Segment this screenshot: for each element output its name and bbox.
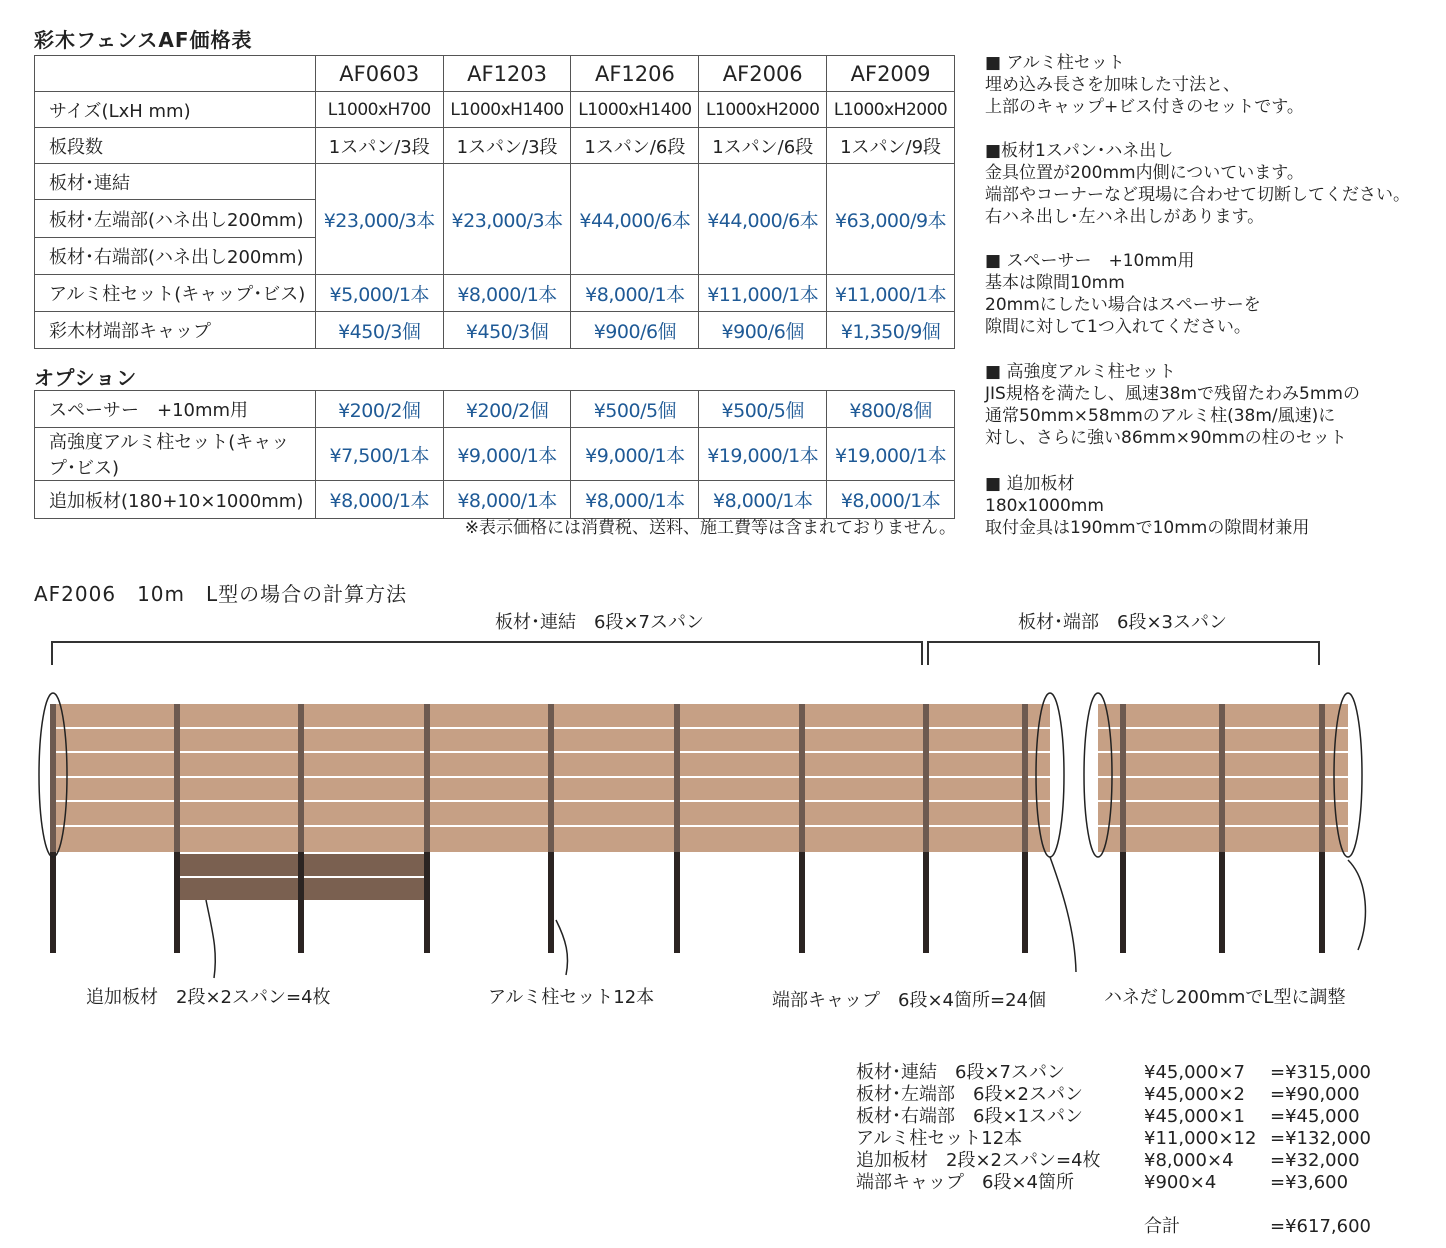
board-price-cell: ¥23,000/3本 xyxy=(315,164,443,275)
bracket-link xyxy=(52,642,922,665)
post-price-cell: ¥5,000/1本 xyxy=(315,275,443,312)
row-label-board-link: 板材･連結 xyxy=(35,164,316,200)
option-price-cell: ¥9,000/1本 xyxy=(571,428,699,481)
row-label-board-left: 板材･左端部(ハネ出し200mm) xyxy=(35,200,316,238)
post-price-cell: ¥11,000/1本 xyxy=(827,275,955,312)
board-price-cell: ¥44,000/6本 xyxy=(699,164,827,275)
model-header: AF2009 xyxy=(827,56,955,92)
calc-result: =¥90,000 xyxy=(1270,1084,1360,1105)
calc-results xyxy=(1270,1062,1371,1194)
total-label: 合計 xyxy=(1144,1216,1180,1237)
calc-result: =¥315,000 xyxy=(1270,1062,1371,1083)
sidebar-line: 金具位置が200mm内側についています。 xyxy=(985,163,1304,183)
calc-item: アルミ柱セット12本 xyxy=(856,1128,1023,1149)
calc-formula: ¥8,000×4 xyxy=(1144,1150,1234,1171)
option-price-cell: ¥8,000/1本 xyxy=(699,481,827,519)
sidebar-heading: ■ アルミ柱セット xyxy=(985,53,1125,73)
option-price-cell: ¥8,000/1本 xyxy=(827,481,955,519)
size-cell: L1000xH1400 xyxy=(443,92,571,128)
steps-cell: 1スパン/3段 xyxy=(315,128,443,164)
calc-items xyxy=(856,1062,1101,1194)
steps-cell: 1スパン/3段 xyxy=(443,128,571,164)
sidebar-heading: ■ スペーサー +10mm用 xyxy=(985,251,1195,271)
steps-cell: 1スパン/6段 xyxy=(571,128,699,164)
calc-item: 板材･連結 6段×7スパン xyxy=(856,1062,1065,1083)
option-label-spacer: スペーサー +10mm用 xyxy=(35,391,316,428)
option-label-extra-board: 追加板材(180+10×1000mm) xyxy=(35,481,316,519)
option-price-cell: ¥8,000/1本 xyxy=(571,481,699,519)
size-cell: L1000xH1400 xyxy=(571,92,699,128)
calc-formula: ¥11,000×12 xyxy=(1144,1128,1257,1149)
callout-extra-boards: 追加板材 2段×2スパン=4枚 xyxy=(86,987,331,1008)
model-header: AF1203 xyxy=(443,56,571,92)
calc-formula: ¥45,000×2 xyxy=(1144,1084,1245,1105)
steps-cell: 1スパン/9段 xyxy=(827,128,955,164)
sidebar-line: 隙間に対して1つ入れてください。 xyxy=(985,317,1251,337)
sidebar-heading: ■ 追加板材 xyxy=(985,474,1075,494)
row-label-size: サイズ(LxH mm) xyxy=(35,92,316,128)
calc-result: =¥3,600 xyxy=(1270,1172,1349,1193)
size-cell: L1000xH2000 xyxy=(827,92,955,128)
option-price-cell: ¥200/2個 xyxy=(443,391,571,428)
board-price-cell: ¥63,000/9本 xyxy=(827,164,955,275)
bracket-label-end: 板材･端部 6段×3スパン xyxy=(1018,612,1227,633)
row-label-board-right: 板材･右端部(ハネ出し200mm) xyxy=(35,238,316,275)
sidebar-line: 180x1000mm xyxy=(985,496,1104,516)
sidebar-line: 上部のキャップ+ビス付きのセットです。 xyxy=(985,97,1304,117)
cap-price-cell: ¥900/6個 xyxy=(699,312,827,349)
calc-formula: ¥45,000×7 xyxy=(1144,1062,1245,1083)
calc-item: 端部キャップ 6段×4箇所 xyxy=(856,1172,1074,1193)
cap-price-cell: ¥450/3個 xyxy=(315,312,443,349)
option-price-cell: ¥500/5個 xyxy=(699,391,827,428)
sidebar-heading: ■ 高強度アルミ柱セット xyxy=(985,362,1176,382)
row-label-steps: 板段数 xyxy=(35,128,316,164)
option-label-strong-post: 高強度アルミ柱セット(キャップ･ビス) xyxy=(35,428,316,481)
post-price-cell: ¥8,000/1本 xyxy=(571,275,699,312)
model-header: AF1206 xyxy=(571,56,699,92)
option-price-cell: ¥8,000/1本 xyxy=(443,481,571,519)
calc-formulas xyxy=(1144,1062,1256,1194)
calc-item: 追加板材 2段×2スパン=4枚 xyxy=(856,1150,1101,1171)
option-price-cell: ¥200/2個 xyxy=(315,391,443,428)
board-price-cell: ¥44,000/6本 xyxy=(571,164,699,275)
row-label-cap: 彩木材端部キャップ xyxy=(35,312,316,349)
sidebar-line: 端部やコーナーなど現場に合わせて切断してください。 xyxy=(985,185,1410,205)
board-price-cell: ¥23,000/3本 xyxy=(443,164,571,275)
option-price-cell: ¥7,500/1本 xyxy=(315,428,443,481)
option-price-cell: ¥8,000/1本 xyxy=(315,481,443,519)
sidebar-line: 20mmにしたい場合はスペーサーを xyxy=(985,295,1261,315)
post-price-cell: ¥11,000/1本 xyxy=(699,275,827,312)
row-label-post: アルミ柱セット(キャップ･ビス) xyxy=(35,275,316,312)
sidebar-line: 埋め込み長さを加味した寸法と、 xyxy=(985,75,1240,95)
model-header: AF0603 xyxy=(315,56,443,92)
cap-price-cell: ¥450/3個 xyxy=(443,312,571,349)
calc-formula: ¥900×4 xyxy=(1144,1172,1217,1193)
option-price-cell: ¥19,000/1本 xyxy=(827,428,955,481)
diagram-title: AF2006 10m L型の場合の計算方法 xyxy=(34,582,408,606)
size-cell: L1000xH700 xyxy=(315,92,443,128)
total-value: =¥617,600 xyxy=(1270,1216,1371,1237)
sidebar-line: JIS規格を満たし、風速38mで残留たわみ5mmの xyxy=(985,384,1360,404)
cap-price-cell: ¥1,350/9個 xyxy=(827,312,955,349)
sidebar-line: 通常50mm×58mmのアルミ柱(38m/風速)に xyxy=(985,406,1336,426)
sidebar-heading: ■板材1スパン･ハネ出し xyxy=(985,141,1174,161)
calc-result: =¥32,000 xyxy=(1270,1150,1360,1171)
callout-posts: アルミ柱セット12本 xyxy=(488,987,655,1008)
model-header: AF2006 xyxy=(699,56,827,92)
calc-result: =¥45,000 xyxy=(1270,1106,1360,1127)
bracket-label-link: 板材･連結 6段×7スパン xyxy=(495,612,704,633)
steps-cell: 1スパン/6段 xyxy=(699,128,827,164)
option-price-cell: ¥19,000/1本 xyxy=(699,428,827,481)
cap-price-cell: ¥900/6個 xyxy=(571,312,699,349)
calc-result: =¥132,000 xyxy=(1270,1128,1371,1149)
price-table-title: 彩木フェンスAF価格表 xyxy=(34,28,253,52)
calc-formula: ¥45,000×1 xyxy=(1144,1106,1245,1127)
sidebar-line: 取付金具は190mmで10mmの隙間材兼用 xyxy=(985,518,1310,538)
sidebar-line: 対し、さらに強い86mm×90mmの柱のセット xyxy=(985,428,1347,448)
sidebar-line: 右ハネ出し･左ハネ出しがあります。 xyxy=(985,207,1265,227)
post-price-cell: ¥8,000/1本 xyxy=(443,275,571,312)
sidebar-line: 基本は隙間10mm xyxy=(985,273,1125,293)
tax-note: ※表示価格には消費税、送料、施工費等は含まれておりません。 xyxy=(464,518,956,538)
bracket-end xyxy=(928,642,1319,665)
option-price-cell: ¥9,000/1本 xyxy=(443,428,571,481)
calc-item: 板材･右端部 6段×1スパン xyxy=(856,1106,1083,1127)
size-cell: L1000xH2000 xyxy=(699,92,827,128)
callout-adjust: ハネだし200mmでL型に調整 xyxy=(1104,987,1346,1008)
option-price-cell: ¥800/8個 xyxy=(827,391,955,428)
options-title: オプション xyxy=(34,366,138,390)
calc-item: 板材･左端部 6段×2スパン xyxy=(856,1084,1083,1105)
callout-caps: 端部キャップ 6段×4箇所=24個 xyxy=(772,990,1046,1011)
option-price-cell: ¥500/5個 xyxy=(571,391,699,428)
